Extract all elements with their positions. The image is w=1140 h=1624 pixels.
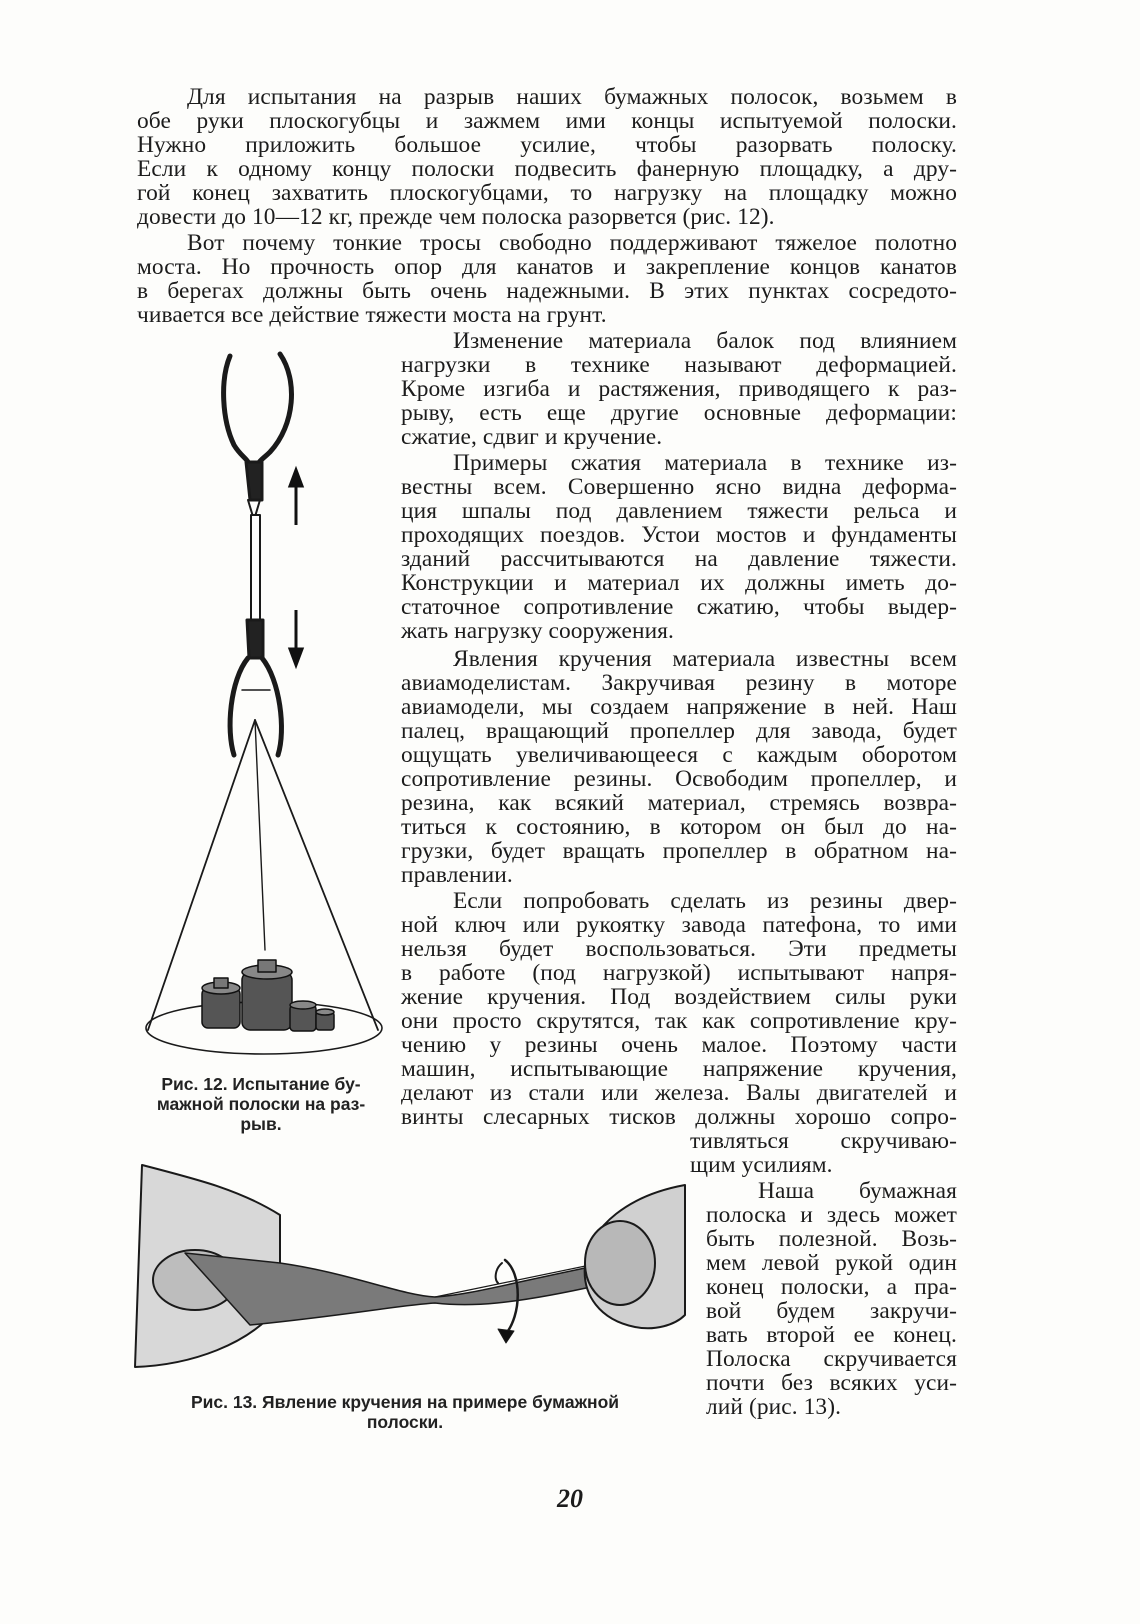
text-line: делают из стали или железа. Валы двигателей и [401, 1080, 957, 1106]
text-line: рыву, есть еще другие основные деформации: [401, 400, 957, 426]
text-line: чению у резины очень малое. Поэтому части [401, 1032, 957, 1058]
text-line: Изменение материала балок под влиянием [453, 328, 957, 354]
text-line: машин, испытывающие напряжение кручения, [401, 1056, 957, 1082]
text-line: мем левой рукой один [706, 1250, 957, 1276]
text-line: сопротивление резины. Освободим пропеллер, и [401, 766, 957, 792]
text-line: зданий рассчитываются на давление тяжести. [401, 546, 957, 572]
text-line: Явления кручения материала известны всем [453, 646, 957, 672]
text-line: Если к одному концу полоски подвесить фанерную площадку, а дру- [137, 156, 957, 182]
text-line: почти без всяких уси- [706, 1370, 957, 1396]
text-line: они просто скрутятся, так как сопротивление кру- [401, 1008, 957, 1034]
text-line: авиамодели, мы создаем напряжение в ней. Наш [401, 694, 957, 720]
text-line: винты слесарных тисков должны хорошо сопро- [401, 1104, 957, 1130]
page-number: 20 [557, 1484, 583, 1513]
caption-line: полоски. [366, 1412, 444, 1432]
text-line: Для испытания на разрыв наших бумажных полосок, возьмем в [187, 84, 957, 110]
text-line: Нужно приложить большое усилие, чтобы разорвать полоску. [137, 132, 957, 158]
text-line: Если попробовать сделать из резины двер- [453, 888, 957, 914]
text-line: чивается все действие тяжести моста на грунт. [137, 302, 607, 328]
lower-pliers-right-handle [262, 658, 281, 755]
twisted-paper-strip [185, 1253, 600, 1325]
text-line: быть полезной. Возь- [706, 1226, 957, 1252]
text-line: жать нагрузку сооружения. [401, 618, 674, 644]
text-line: жение кручения. Под воздействием силы руки [401, 984, 957, 1010]
text-line: нельзя будет воспользоваться. Эти предметы [401, 936, 957, 962]
text-line: вестны всем. Совершенно ясно видна деформа- [401, 474, 957, 500]
text-line: нагрузки в технике называют деформацией. [401, 352, 957, 378]
text-line: правлении. [401, 862, 513, 888]
text-line: гой конец захватить плоскогубцами, то нагрузку на площадку можно [137, 180, 957, 206]
text-line: статочное сопротивление сжатию, чтобы выдер- [401, 594, 957, 620]
arrow-down-icon [290, 610, 302, 665]
upper-pliers-left-handle [224, 356, 248, 462]
text-line: Полоска скручивается [706, 1346, 957, 1372]
text-line: проходящих поездов. Устои мостов и фундаменты [401, 522, 957, 548]
text-line: титься к состоянию, в котором он был до на- [401, 814, 957, 840]
text-line: Наша бумажная [758, 1178, 957, 1204]
text-line: полоска и здесь может [706, 1202, 957, 1228]
text-line: авиамоделистам. Закручивая резину в моторе [401, 670, 957, 696]
right-thumb [585, 1221, 655, 1305]
weights-icon [202, 960, 334, 1031]
text-line: вой будем закручи- [706, 1298, 957, 1324]
caption-line: рыв. [240, 1114, 282, 1134]
text-line: сжатие, сдвиг и кручение. [401, 424, 663, 450]
arrow-up-icon [290, 470, 302, 525]
figure-13-caption [140, 1392, 670, 1432]
suspension-string [255, 720, 265, 950]
text-line: грузки, будет вращать пропеллер в обратном на- [401, 838, 957, 864]
text-line: обе руки плоскогубцы и зажмем ими концы испытуемой полоски. [137, 108, 957, 134]
text-line: палец, вращающий пропеллер для завода, будет [401, 718, 957, 744]
text-line: ция шпалы под давлением тяжести рельса и [401, 498, 957, 524]
text-line: лий (рис. 13). [706, 1394, 842, 1420]
text-line: Вот почему тонкие тросы свободно поддерживают тяжелое полотно [187, 230, 957, 256]
caption-line: Рис. 13. Явление кручения на примере бумажной [190, 1392, 620, 1412]
text-line: конец полоски, а пра- [706, 1274, 957, 1300]
caption-line: Рис. 12. Испытание бу- [161, 1074, 361, 1094]
text-line: Кроме изгиба и растяжения, приводящего к раз- [401, 376, 957, 402]
text-line: резина, как всякий материал, стремясь возвра- [401, 790, 957, 816]
text-line: довести до 10—12 кг, прежде чем полоска разорвется (рис. 12). [137, 204, 775, 230]
text-line: ощущать увеличивающееся с каждым оборотом [401, 742, 957, 768]
text-line: вать второй ее конец. [706, 1322, 957, 1348]
text-line: моста. Но прочность опор для канатов и закрепление концов канатов [137, 254, 957, 280]
text-line: в работе (под нагрузкой) испытывают напря- [401, 960, 957, 986]
figure-12-caption [130, 1074, 392, 1134]
caption-line: мажной полоски на раз- [156, 1094, 366, 1114]
text-line: ной ключ или рукоятку завода патефона, то ими [401, 912, 957, 938]
text-line: щим усилиям. [690, 1152, 833, 1178]
text-line: Примеры сжатия материала в технике из- [453, 450, 957, 476]
text-line: тивляться скручиваю- [690, 1128, 957, 1154]
text-line: в берегах должны быть очень надежными. В этих пунктах сосредото- [137, 278, 957, 304]
suspension-string [148, 720, 255, 1030]
paper-strip [251, 515, 260, 620]
figure-13-paper-strip-twisting [130, 1155, 690, 1380]
upper-pliers-right-handle [258, 354, 291, 464]
text-line: Конструкции и материал их должны иметь до- [401, 570, 957, 596]
figure-12-pliers-tension-test [130, 340, 400, 1070]
lower-pliers-left-handle [230, 658, 248, 755]
